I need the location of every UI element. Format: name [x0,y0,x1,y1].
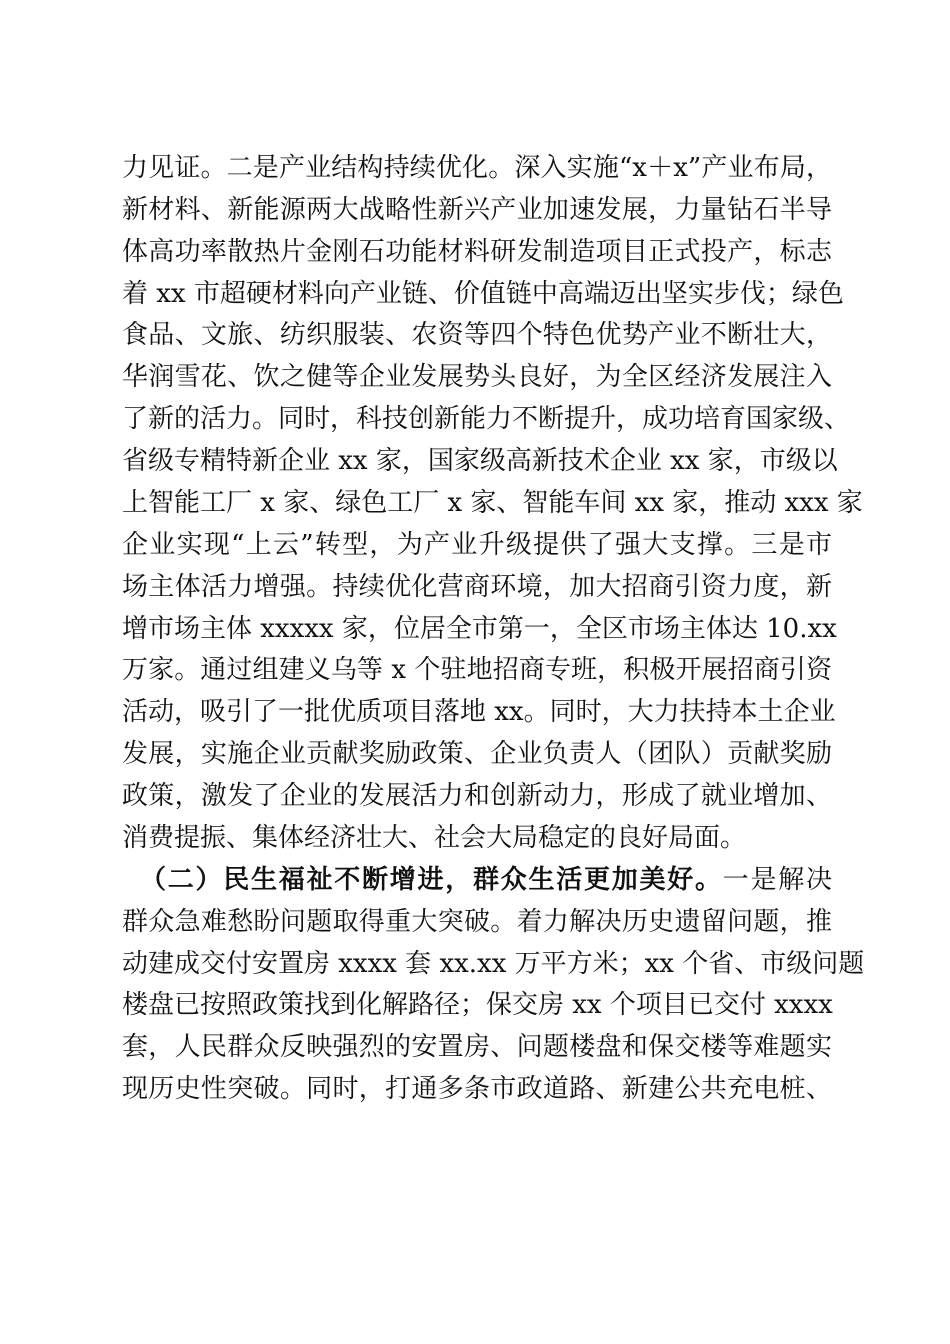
paragraph-line: 政策，激发了企业的发展活力和创新动力，形成了就业增加、 [122,781,832,811]
paragraph-line: 场主体活力增强。持续优化营商环境，加大招商引资力度，新 [122,572,832,602]
section-heading: （二）民生福祉不断增进，群众生活更加美好。 [140,865,723,895]
paragraph-line: 增市场主体 xxxxx 家，位居全市第一，全区市场主体达 10.xx [122,614,837,644]
paragraph-line: 上智能工厂 x 家、绿色工厂 x 家、智能车间 xx 家，推动 xxx 家 [122,488,863,518]
paragraph-line: 华润雪花、饮之健等企业发展势头良好，为全区经济发展注入 [122,362,832,392]
paragraph-line: 活动，吸引了一批优质项目落地 xx。同时，大力扶持本土企业 [122,697,836,727]
paragraph-line: 群众急难愁盼问题取得重大突破。着力解决历史遗留问题，推 [122,907,832,937]
paragraph-line: 力见证。二是产业结构持续优化。深入实施“x＋x”产业布局， [122,153,832,183]
paragraph-line: 现历史性突破。同时，打通多条市政道路、新建公共充电桩、 [122,1074,832,1104]
paragraph-line: 着 xx 市超硬材料向产业链、价值链中高端迈出坚实步伐；绿色 [122,279,844,309]
paragraph-line: 食品、文旅、纺织服装、农资等四个特色优势产业不断壮大， [122,320,832,350]
section-heading-line [140,864,832,896]
paragraph-line: 体高功率散热片金刚石功能材料研发制造项目正式投产，标志 [122,237,832,267]
paragraph-line: 企业实现“上云”转型，为产业升级提供了强大支撑。三是市 [122,530,832,560]
paragraph-line: 万家。通过组建义乌等 x 个驻地招商专班，积极开展招商引资 [122,655,832,685]
heading-continuation: 一是解决 [722,865,832,895]
paragraph-line: 楼盘已按照政策找到化解路径；保交房 xx 个项目已交付 xxxx [122,990,833,1020]
paragraph-line: 动建成交付安置房 xxxx 套 xx.xx 万平方米；xx 个省、市级问题 [122,949,865,979]
paragraph-line: 省级专精特新企业 xx 家，国家级高新技术企业 xx 家，市级以 [122,446,838,476]
paragraph-line: 新材料、新能源两大战略性新兴产业加速发展，力量钻石半导 [122,195,832,225]
paragraph-line: 套，人民群众反映强烈的安置房、问题楼盘和保交楼等难题实 [122,1032,832,1062]
paragraph-line: 发展，实施企业贡献奖励政策、企业负责人（团队）贡献奖励 [122,739,832,769]
paragraph-line: 消费提振、集体经济壮大、社会大局稳定的良好局面。 [122,823,747,853]
paragraph-line: 了新的活力。同时，科技创新能力不断提升，成功培育国家级、 [122,404,851,434]
